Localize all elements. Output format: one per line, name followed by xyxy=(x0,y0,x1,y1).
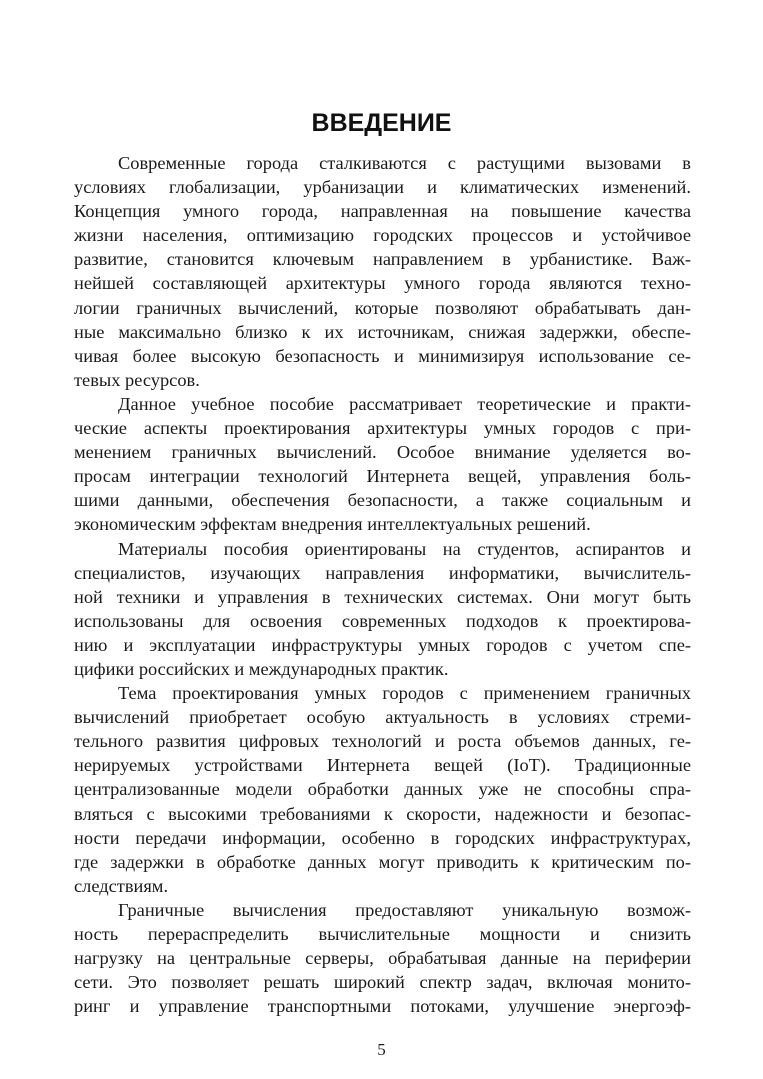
text-line: цифики российских и международных практик. xyxy=(74,658,449,679)
text-line: использованы для освоения современных подходов к проектирова- xyxy=(74,610,691,631)
text-line: ческие аспекты проектирования архитектуры умных городов с при- xyxy=(74,418,691,439)
text-line: ной техники и управления в технических системах. Они могут быть xyxy=(74,586,691,607)
text-line: Современные города сталкиваются с растущими вызовами в xyxy=(118,153,691,173)
page-number: 5 xyxy=(377,1040,386,1059)
text-line: просам интеграции технологий Интернета вещей, управления боль- xyxy=(74,466,691,487)
text-line: сети. Это позволяет решать широкий спектр задач, включая монито- xyxy=(74,972,691,993)
text-line: нейшей составляющей архитектуры умного города являются техно- xyxy=(74,273,691,294)
text-line: вляться с высокими требованиями к скорости, надежности и безопас- xyxy=(74,803,691,824)
text-line: тельного развития цифровых технологий и роста объемов данных, ге- xyxy=(74,731,691,752)
paragraph xyxy=(74,392,691,537)
text-line: Граничные вычисления предоставляют уникальную возмож- xyxy=(118,899,691,920)
text-line: следствиям. xyxy=(74,875,169,896)
text-line: тевых ресурсов. xyxy=(74,369,200,390)
paragraph xyxy=(74,537,691,682)
text-line: развитие, становится ключевым направлением в урбанистике. Важ- xyxy=(74,249,691,270)
text-line: специалистов, изучающих направления информатики, вычислитель- xyxy=(74,562,691,583)
paragraph xyxy=(74,151,691,392)
text-line: ность перераспределить вычислительные мощности и снизить xyxy=(74,924,691,944)
body-text xyxy=(74,151,691,1018)
text-line: жизни населения, оптимизацию городских процессов и устойчивое xyxy=(74,225,691,246)
text-line: шими данными, обеспечения безопасности, а также социальным и xyxy=(74,490,691,511)
paragraph xyxy=(74,681,691,898)
text-line: чивая более высокую безопасность и минимизируя использование се- xyxy=(74,345,691,366)
text-line: централизованные модели обработки данных уже не способны спра- xyxy=(74,779,691,800)
text-line: Материалы пособия ориентированы на студентов, аспирантов и xyxy=(118,538,691,559)
text-line: нерируемых устройствами Интернета вещей (IoT). Традиционные xyxy=(74,755,691,776)
text-line: ные максимально близко к их источникам, снижая задержки, обеспе- xyxy=(74,321,691,342)
text-line: вычислений приобретает особую актуальность в условиях стреми- xyxy=(74,707,691,728)
text-line: нию и эксплуатации инфраструктуры умных городов с учетом спе- xyxy=(74,634,691,655)
text-line: условиях глобализации, урбанизации и климатических изменений. xyxy=(74,177,691,198)
text-line: Данное учебное пособие рассматривает теоретические и практи- xyxy=(118,393,691,414)
text-line: логии граничных вычислений, которые позволяют обрабатывать дан- xyxy=(74,297,691,318)
page-title: ВВЕДЕНИЕ xyxy=(311,109,452,137)
text-line: Концепция умного города, направленная на повышение качества xyxy=(74,201,691,222)
text-line: экономическим эффектам внедрения интеллектуальных решений. xyxy=(74,514,591,535)
text-line: где задержки в обработке данных могут приводить к критическим по- xyxy=(74,851,691,872)
paragraph xyxy=(74,898,691,1018)
text-line: менением граничных вычислений. Особое внимание уделяется во- xyxy=(74,442,691,463)
text-line: нагрузку на центральные серверы, обрабатывая данные на периферии xyxy=(74,948,691,969)
text-line: ности передачи информации, особенно в городских инфраструктурах, xyxy=(74,827,691,848)
text-line: ринг и управление транспортными потоками, улучшение энергоэф- xyxy=(74,996,691,1017)
text-line: Тема проектирования умных городов с применением граничных xyxy=(118,683,691,704)
